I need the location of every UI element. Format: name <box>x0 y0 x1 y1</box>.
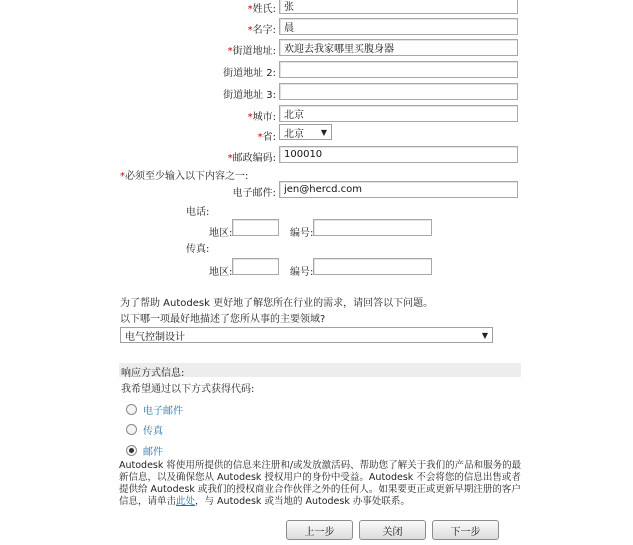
radio-mail[interactable] <box>126 443 163 458</box>
required-asterisk: * <box>247 25 253 36</box>
fax-area-label: 地区: <box>209 267 233 278</box>
street1-label: *街道地址: <box>227 46 276 57</box>
radio-mail-label: 邮件 <box>143 447 163 458</box>
radio-email-label: 电子邮件 <box>143 406 183 417</box>
privacy-text: Autodesk 将使用所提供的信息来注册和/或发放激活码、帮助您了解关于我们的产品和服务的最新信息，以及确保您从 Autodesk 授权用户的身份中受益。Autodesk 不会将您的信息出售或者提供给 Autodesk 或我们的授权商业合作伙伴之外的任何人。如果要更正或更新早期注册的客户信息，请单击 <box>119 460 522 507</box>
radio-email[interactable] <box>126 402 183 417</box>
must-enter-note: *必须至少输入以下内容之一: <box>120 171 249 182</box>
last-name-label: *姓氏: <box>247 4 276 15</box>
required-asterisk: * <box>227 46 233 57</box>
delivery-prompt: 我希望通过以下方式获得代码: <box>121 384 255 395</box>
chevron-down-icon: ▼ <box>320 127 327 137</box>
phone-number-label: 编号: <box>290 228 314 239</box>
required-asterisk: * <box>257 132 263 143</box>
delivery-section-title: 响应方式信息: <box>121 368 185 379</box>
street2-field[interactable] <box>279 61 518 78</box>
fax-number-label: 编号: <box>290 267 314 278</box>
email-label: 电子邮件: <box>232 188 276 199</box>
radio-button-selected[interactable] <box>126 445 137 456</box>
privacy-text-end: ，与 Autodesk 或当地的 Autodesk 办事处联系。 <box>195 496 410 507</box>
province-value: 北京 <box>284 128 304 140</box>
radio-selected-dot <box>129 448 134 453</box>
radio-button[interactable] <box>126 404 137 415</box>
province-label: *省: <box>257 132 276 143</box>
required-asterisk: * <box>247 4 253 15</box>
industry-select[interactable] <box>120 327 493 343</box>
next-button[interactable]: 下一步 <box>432 520 499 540</box>
radio-fax[interactable] <box>126 422 163 437</box>
street3-label: 街道地址 3: <box>223 90 276 101</box>
phone-area-field[interactable] <box>232 219 279 236</box>
privacy-notice <box>119 460 529 508</box>
province-select[interactable] <box>279 124 332 140</box>
required-asterisk: * <box>227 153 233 164</box>
radio-fax-label: 传真 <box>143 426 163 437</box>
first-name-field[interactable] <box>279 18 518 35</box>
postcode-field[interactable] <box>279 146 518 163</box>
chevron-down-icon: ▼ <box>481 330 488 340</box>
radio-button[interactable] <box>126 424 137 435</box>
phone-number-field[interactable] <box>313 219 432 236</box>
industry-intro: 为了帮助 Autodesk 更好地了解您所在行业的需求，请回答以下问题。 <box>120 298 434 309</box>
phone-area-label: 地区: <box>209 228 233 239</box>
industry-value: 电气控制设计 <box>125 331 185 343</box>
fax-number-field[interactable] <box>313 258 432 275</box>
street1-field[interactable] <box>279 39 518 56</box>
email-field[interactable] <box>279 181 518 198</box>
privacy-link[interactable]: 此处 <box>176 496 196 507</box>
back-button[interactable]: 上一步 <box>286 520 353 540</box>
fax-area-field[interactable] <box>232 258 279 275</box>
first-name-label: *名字: <box>247 25 276 36</box>
street3-field[interactable] <box>279 83 518 100</box>
last-name-field[interactable] <box>279 0 518 14</box>
postcode-label: *邮政编码: <box>227 153 276 164</box>
city-label: *城市: <box>247 112 276 123</box>
industry-question: 以下哪一项最好地描述了您所从事的主要领域? <box>120 314 326 325</box>
street2-label: 街道地址 2: <box>223 68 276 79</box>
delivery-section-header <box>119 363 521 377</box>
city-field[interactable] <box>279 105 518 122</box>
phone-label: 电话: <box>186 207 210 218</box>
required-asterisk: * <box>247 112 253 123</box>
required-asterisk: * <box>120 171 125 182</box>
close-button[interactable]: 关闭 <box>359 520 426 540</box>
fax-label: 传真: <box>186 244 210 255</box>
